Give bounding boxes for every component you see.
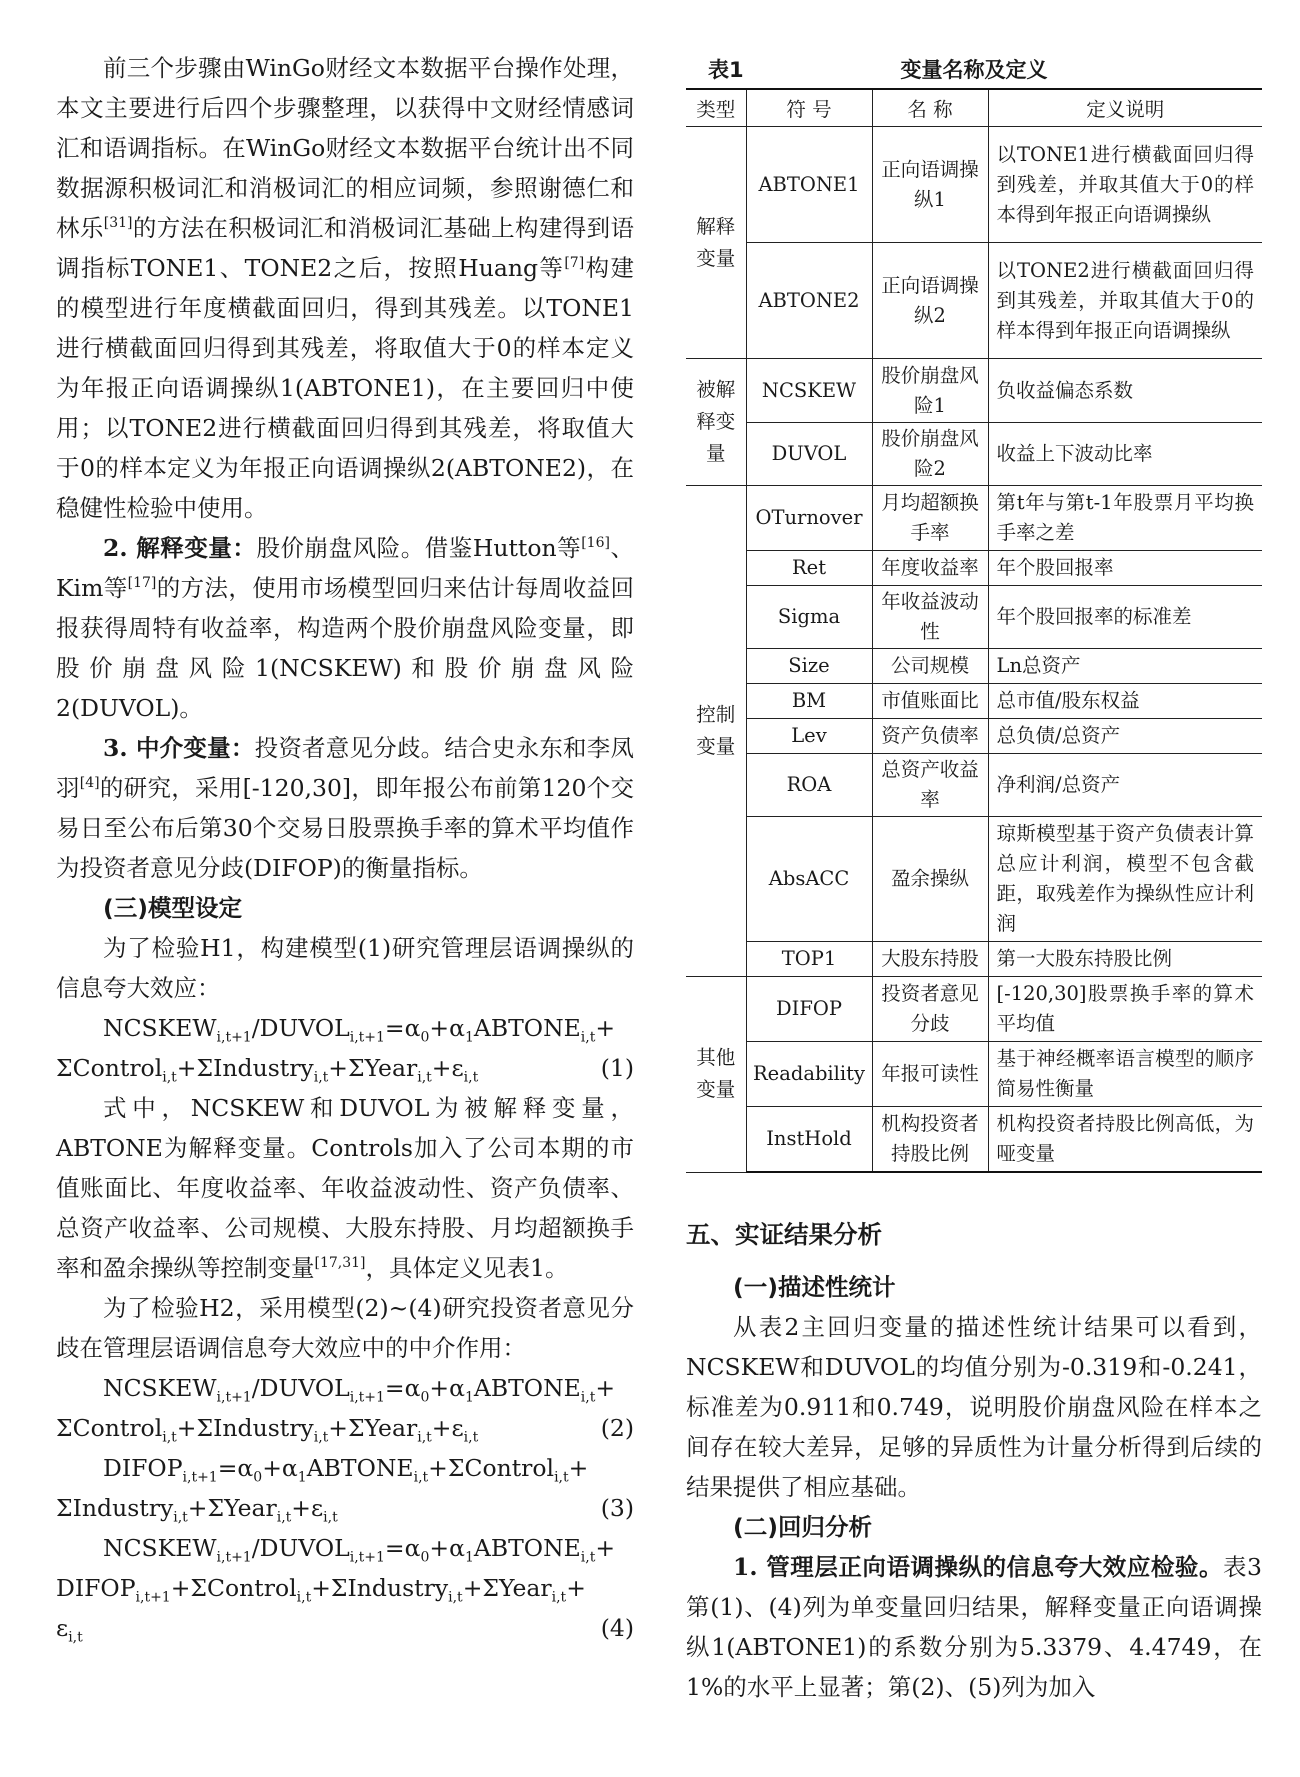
heading-regression: (二)回归分析 <box>733 1513 872 1541</box>
header-name: 名 称 <box>872 89 988 127</box>
cell-symbol: Readability <box>746 1042 872 1107</box>
cell-name: 股价崩盘风险1 <box>872 359 988 423</box>
equation-number: (2) <box>600 1414 634 1442</box>
equation-4: $NCSKEW_{i,t+1}/DUVOL_{i,t+1}=\alpha_0+\alpha_1ABTONE_{i,t}+$ $DIFOP_{i,t+1}+\Sigma Control_{i,t}+\Sigma Industry_{i,t}+\Sigma Year_{i,t}+$ $\varepsilon_{i,t}$ (4) <box>56 1528 634 1648</box>
cell-symbol: DUVOL <box>746 423 872 486</box>
cell-definition: 第t年与第t-1年股票月平均换手率之差 <box>988 486 1262 551</box>
table-label: 表1 <box>708 58 744 82</box>
paragraph-model-h1: 为了检验H1，构建模型(1)研究管理层语调操纵的信息夸大效应： <box>56 934 634 1002</box>
cell-definition: 年个股回报率的标准差 <box>988 586 1262 649</box>
cell-name: 机构投资者持股比例 <box>872 1107 988 1173</box>
equation-1: $NCSKEW_{i,t+1}/DUVOL_{i,t+1}=\alpha_0+\alpha_1ABTONE_{i,t}+$ $\Sigma Control_{i,t}+\Sigma Industry_{i,t}+\Sigma Year_{i,t}+\varepsilon_{i,t}$ (1) <box>56 1008 634 1088</box>
group-explanatory: 解释变量 <box>686 127 746 359</box>
paragraph-regression: 1. 管理层正向语调操纵的信息夸大效应检验。表3第(1)、(4)列为单变量回归结果，解释变量正向语调操纵1(ABTONE1)的系数分别为5.3379、4.4749，在1%的水平上显著；第(2)、(5)列为加入 <box>686 1553 1263 1701</box>
cell-symbol: Size <box>746 649 872 684</box>
header-definition: 定义说明 <box>988 89 1262 127</box>
cell-symbol: Ret <box>746 551 872 586</box>
cell-name: 正向语调操纵1 <box>872 127 988 243</box>
cell-definition: 以TONE2进行横截面回归得到其残差，并取其值大于0的样本得到年报正向语调操纵 <box>988 243 1262 359</box>
left-column <box>56 48 634 1648</box>
variable-definition-table <box>686 88 1262 1173</box>
group-control: 控制变量 <box>686 486 746 977</box>
cell-definition: 年个股回报率 <box>988 551 1262 586</box>
cell-name: 市值账面比 <box>872 684 988 719</box>
cell-symbol: ABTONE2 <box>746 243 872 359</box>
paragraph-data-processing: 前三个步骤由WinGo财经文本数据平台操作处理，本文主要进行后四个步骤整理，以获得中文财经情感词汇和语调指标。在WinGo财经文本数据平台统计出不同数据源积极词汇和消极词汇的相应词频，参照谢德仁和林乐[31]的方法在积极词汇和消极词汇基础上构建得到语调指标TONE1、TONE2之后，按照Huang等[7]构建的模型进行年度横截面回归，得到其残差。以TONE1进行横截面回归得到其残差，将取值大于0的样本定义为年报正向语调操纵1(ABTONE1)，在主要回归中使用；以TONE2进行横截面回归得到其残差，将取值大于0的样本定义为年报正向语调操纵2(ABTONE2)，在稳健性检验中使用。 <box>56 54 635 522</box>
group-explained: 被解释变量 <box>686 359 746 486</box>
cell-name: 公司规模 <box>872 649 988 684</box>
cell-symbol: Sigma <box>746 586 872 649</box>
cell-name: 盈余操纵 <box>872 817 988 942</box>
cell-name: 股价崩盘风险2 <box>872 423 988 486</box>
table-title: 变量名称及定义 <box>900 58 1048 82</box>
cell-symbol: BM <box>746 684 872 719</box>
header-type: 类型 <box>686 89 746 127</box>
heading-descriptive-stats: (一)描述性统计 <box>733 1273 896 1301</box>
equation-2: $NCSKEW_{i,t+1}/DUVOL_{i,t+1}=\alpha_0+\alpha_1ABTONE_{i,t}+$ $\Sigma Control_{i,t}+\Sigma Industry_{i,t}+\Sigma Year_{i,t}+\varepsilon_{i,t}$ (2) <box>56 1368 634 1448</box>
header-symbol: 符 号 <box>746 89 872 127</box>
cell-symbol: ABTONE1 <box>746 127 872 243</box>
cell-name: 年收益波动性 <box>872 586 988 649</box>
cell-name: 资产负债率 <box>872 719 988 754</box>
cell-name: 总资产收益率 <box>872 754 988 817</box>
cell-symbol: ROA <box>746 754 872 817</box>
cell-definition: 以TONE1进行横截面回归得到残差，并取其值大于0的样本得到年报正向语调操纵 <box>988 127 1262 243</box>
cell-definition: 机构投资者持股比例高低，为哑变量 <box>988 1107 1262 1173</box>
paragraph-model-explanation: 式中，NCSKEW和DUVOL为被解释变量，ABTONE为解释变量。Controls加入了公司本期的市值账面比、年度收益率、年收益波动性、资产负债率、总资产收益率、公司规模、大股东持股、月均超额换手率和盈余操纵等控制变量[17,31]，具体定义见表1。 <box>56 1094 634 1282</box>
equation-3: $DIFOP_{i,t+1}=\alpha_0+\alpha_1ABTONE_{i,t}+\Sigma Control_{i,t}+$ $\Sigma Industry_{i,t}+\Sigma Year_{i,t}+\varepsilon_{i,t}$ (3) <box>56 1448 634 1528</box>
cell-symbol: InstHold <box>746 1107 872 1173</box>
section-heading-results: 五、实证结果分析 <box>686 1220 882 1249</box>
equation-number: (1) <box>600 1054 634 1082</box>
cell-definition: 净利润/总资产 <box>988 754 1262 817</box>
cell-definition: [-120,30]股票换手率的算术平均值 <box>988 977 1262 1042</box>
right-column <box>686 48 1262 1707</box>
cell-definition: 收益上下波动比率 <box>988 423 1262 486</box>
heading-model-setup: (三)模型设定 <box>103 894 242 922</box>
table-caption <box>686 48 1262 88</box>
paragraph-model-h2: 为了检验H2，采用模型(2)~(4)研究投资者意见分歧在管理层语调信息夸大效应中的中介作用： <box>56 1294 634 1362</box>
cell-name: 投资者意见分歧 <box>872 977 988 1042</box>
cell-name: 月均超额换手率 <box>872 486 988 551</box>
cell-definition: 基于神经概率语言模型的顺序简易性衡量 <box>988 1042 1262 1107</box>
equation-number: (3) <box>600 1494 634 1522</box>
cell-symbol: DIFOP <box>746 977 872 1042</box>
cell-definition: 琼斯模型基于资产负债表计算总应计利润，模型不包含截距，取残差作为操纵性应计利润 <box>988 817 1262 942</box>
paragraph-descriptive-stats: 从表2主回归变量的描述性统计结果可以看到，NCSKEW和DUVOL的均值分别为-0.319和-0.241，标准差为0.911和0.749，说明股价崩盘风险在样本之间存在较大差异，足够的异质性为计量分析得到后续的结果提供了相应基础。 <box>686 1313 1262 1501</box>
cell-symbol: OTurnover <box>746 486 872 551</box>
paragraph-explanatory-variable: 2. 解释变量：股价崩盘风险。借鉴Hutton等[16]、Kim等[17]的方法，使用市场模型回归来估计每周收益回报获得周特有收益率，构造两个股价崩盘风险变量，即股价崩盘风险1(NCSKEW)和股价崩盘风险2(DUVOL)。 <box>56 534 635 722</box>
equation-number: (4) <box>600 1614 634 1642</box>
cell-name: 正向语调操纵2 <box>872 243 988 359</box>
paragraph-mediating-variable: 3. 中介变量：投资者意见分歧。结合史永东和李凤羽[4]的研究，采用[-120,30]，即年报公布前第120个交易日至公布后第30个交易日股票换手率的算术平均值作为投资者意见分歧(DIFOP)的衡量指标。 <box>56 734 635 882</box>
cell-symbol: AbsACC <box>746 817 872 942</box>
cell-symbol: NCSKEW <box>746 359 872 423</box>
cell-symbol: Lev <box>746 719 872 754</box>
cell-name: 年报可读性 <box>872 1042 988 1107</box>
cell-definition: 总负债/总资产 <box>988 719 1262 754</box>
cell-definition: 负收益偏态系数 <box>988 359 1262 423</box>
cell-symbol: TOP1 <box>746 942 872 977</box>
group-other: 其他变量 <box>686 977 746 1173</box>
cell-name: 大股东持股 <box>872 942 988 977</box>
cell-name: 年度收益率 <box>872 551 988 586</box>
cell-definition: 总市值/股东权益 <box>988 684 1262 719</box>
cell-definition: 第一大股东持股比例 <box>988 942 1262 977</box>
cell-definition: Ln总资产 <box>988 649 1262 684</box>
